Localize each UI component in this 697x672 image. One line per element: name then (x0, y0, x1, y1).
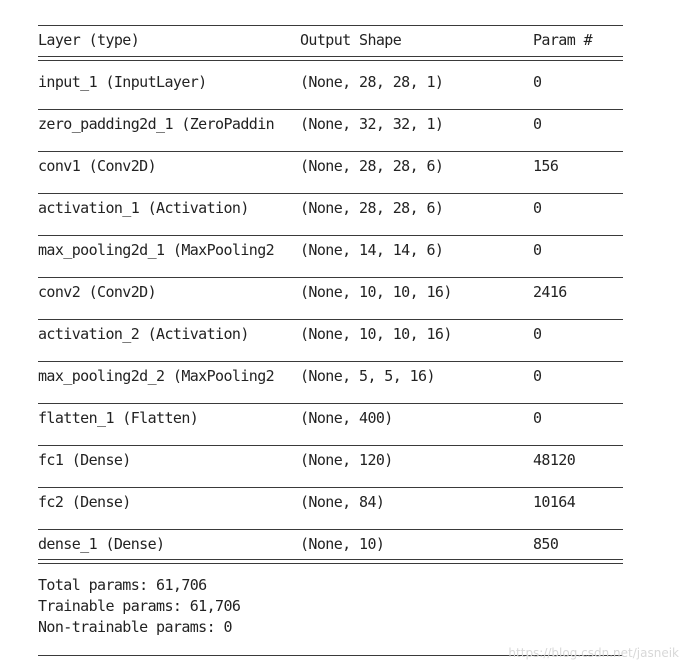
row-separator (38, 319, 623, 320)
header-param-count: Param # (533, 31, 593, 49)
output-shape-cell: (None, 28, 28, 6) (300, 199, 444, 217)
non-trainable-params: Non-trainable params: 0 (38, 618, 232, 636)
output-shape-cell: (None, 120) (300, 451, 393, 469)
output-shape-cell: (None, 14, 14, 6) (300, 241, 444, 259)
param-count-cell: 2416 (533, 283, 567, 301)
layer-name-cell: max_pooling2d_2 (MaxPooling2 (38, 367, 275, 385)
output-shape-cell: (None, 10) (300, 535, 385, 553)
total-params: Total params: 61,706 (38, 576, 207, 594)
layer-name-cell: flatten_1 (Flatten) (38, 409, 199, 427)
param-count-cell: 0 (533, 73, 542, 91)
layer-name-cell: activation_2 (Activation) (38, 325, 249, 343)
layer-name-cell: fc2 (Dense) (38, 493, 131, 511)
output-shape-cell: (None, 10, 10, 16) (300, 283, 452, 301)
row-separator (38, 403, 623, 404)
row-separator (38, 361, 623, 362)
row-separator (38, 235, 623, 236)
layer-name-cell: dense_1 (Dense) (38, 535, 165, 553)
header-output-shape: Output Shape (300, 31, 402, 49)
param-count-cell: 156 (533, 157, 559, 175)
top-rule (38, 25, 623, 26)
row-separator (38, 445, 623, 446)
output-shape-cell: (None, 400) (300, 409, 393, 427)
row-separator (38, 277, 623, 278)
row-separator (38, 109, 623, 110)
param-count-cell: 0 (533, 241, 542, 259)
output-shape-cell: (None, 10, 10, 16) (300, 325, 452, 343)
row-separator (38, 487, 623, 488)
param-count-cell: 0 (533, 409, 542, 427)
param-count-cell: 0 (533, 199, 542, 217)
param-count-cell: 48120 (533, 451, 576, 469)
output-shape-cell: (None, 28, 28, 6) (300, 157, 444, 175)
layer-name-cell: zero_padding2d_1 (ZeroPaddin (38, 115, 275, 133)
header-double-rule (38, 56, 623, 61)
output-shape-cell: (None, 84) (300, 493, 385, 511)
output-shape-cell: (None, 32, 32, 1) (300, 115, 444, 133)
output-shape-cell: (None, 28, 28, 1) (300, 73, 444, 91)
param-count-cell: 0 (533, 367, 542, 385)
layer-name-cell: conv2 (Conv2D) (38, 283, 157, 301)
footer-double-rule (38, 559, 623, 564)
watermark: https://blog.csdn.net/jasneik (508, 646, 679, 660)
param-count-cell: 0 (533, 115, 542, 133)
layer-name-cell: conv1 (Conv2D) (38, 157, 157, 175)
output-shape-cell: (None, 5, 5, 16) (300, 367, 435, 385)
layer-name-cell: max_pooling2d_1 (MaxPooling2 (38, 241, 275, 259)
param-count-cell: 850 (533, 535, 559, 553)
row-separator (38, 529, 623, 530)
layer-name-cell: fc1 (Dense) (38, 451, 131, 469)
row-separator (38, 193, 623, 194)
header-layer-type: Layer (type) (38, 31, 140, 49)
param-count-cell: 10164 (533, 493, 576, 511)
row-separator (38, 151, 623, 152)
layer-name-cell: activation_1 (Activation) (38, 199, 249, 217)
layer-name-cell: input_1 (InputLayer) (38, 73, 207, 91)
param-count-cell: 0 (533, 325, 542, 343)
trainable-params: Trainable params: 61,706 (38, 597, 241, 615)
